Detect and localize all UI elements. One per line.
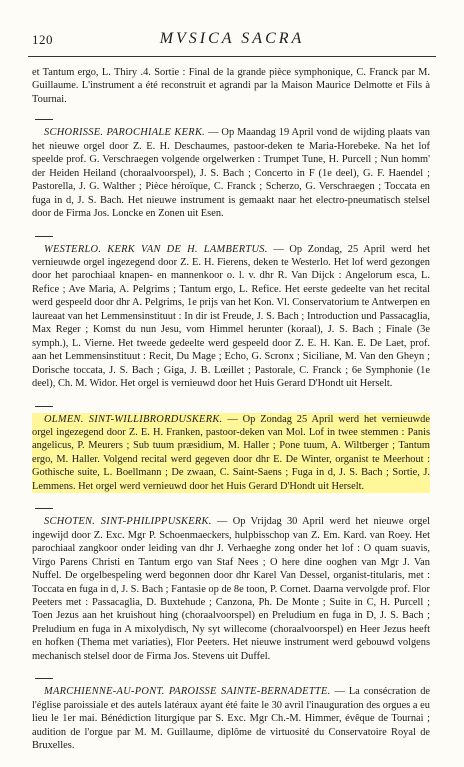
entry-heading: SCHOTEN. SINT-PHILIPPUSKERK.: [44, 516, 212, 528]
section-divider: [35, 678, 53, 679]
entry-paragraph: [32, 515, 430, 663]
entry-olmen: [32, 406, 430, 494]
section-divider: [35, 119, 53, 120]
entry-body: — Op Zondag 25 April werd het vernieuwde orgel ingezegend door Z. E. H. Franken, pastoor-deken van Mol. Lof in twee stemmen : Panis angelicus, P. Meurers ; Sub tuum præsidium, M. Haller ; Pone tuum, A. Wiltberger ; Tantum ergo, M. Haller. Volgend recital werd gegeven door dhr E. De Winter, organist te Meerhout : Gothische suite, L. Boellmann ; De zwaan, C. Saint-Saens ; Fuga in d, J. S. Bach ; Sortie, J. Lemmens. Het orgel werd vernieuwd door het Huis Gerard D'Hondt uit Herselt.: [32, 413, 430, 492]
section-divider: [35, 406, 53, 407]
intro-paragraph: et Tantum ergo, L. Thiry .4. Sortie : Final de la grande pièce symphonique, C. Franck par M. Guillaume. L'instrument a été reconstruit et agrandi par la Maison Maurice Delmotte et Fils à Tournai.: [32, 67, 430, 105]
section-divider: [35, 508, 53, 509]
entry-westerlo: [32, 236, 430, 391]
entry-schorisse: [32, 119, 430, 220]
entry-paragraph: [32, 685, 430, 752]
page-number: 120: [32, 32, 53, 47]
entry-paragraph: [32, 126, 430, 220]
entry-marchienne: [32, 678, 430, 752]
entry-heading: WESTERLO. KERK VAN DE H. LAMBERTUS.: [44, 243, 268, 255]
entry-schoten: [32, 508, 430, 663]
entry-paragraph: [32, 243, 430, 391]
entry-body: — Op Maandag 19 April vond de wijding plaats van het nieuwe orgel door Z. E. H. Deschaumes, pastoor-deken te Maria-Horebeke. Na het lof speelde prof. G. Verschraegen volgende orgelwerken : Trumpet Tune, H. Purcell ; Nun homm' der Heiden Heiland (choraalvoorspel), J. S. Bach ; Concerto in F (1e deel), G. F. Haendel ; Pastorella, J. G. Walther ; Pièce héroïque, C. Franck ; Scherzo, G. Verschraegen ; Toccata en fuga in d, J. S. Bach. Het nieuwe instrument is gemaakt naar het electro-pneumatisch stelsel door de Firma Jos. Loncke en Zonen uit Esen.: [32, 127, 430, 220]
page-header: [28, 28, 436, 57]
highlighted-entry-paragraph: [32, 413, 430, 494]
entry-body: — Op Vrijdag 30 April werd het nieuwe orgel ingewijd door Z. Exc. Mgr P. Schoenmaeckers, hulpbisschop van Z. Em. Kard. van Roey. Het parochiaal zangkoor onder leiding van dhr J. Verhaeghe zong onder het lof : O quam suavis, Virgo Parens Christi en Tantum ergo van Staf Nees ; O here dine ooghen van Mgr J. Van Nuffel. De orgelbespeling werd begonnen door dhr Karel Van Dessel, organist-titularis, met : Toccata en fuga in d, J. S. Bach ; Fantasie op de 8e toon, P. Cornet. Daarna vervolgde prof. Flor Peeters met : Passacaglia, D. Buxtehude ; Canzona, Ph. De Monte ; Suite in C, H. Purcell ; Toen Jezus aan het kruishout hing (choraalvoorspel) en Preludium en fuga in D, J. S. Bach ; Preludium en fuga in A mixolydisch, Ny syt willecome (choraalvoorspel) en Heer Jezus heeft en hofken (Thema met variaties), Flor Peeters. Het nieuwe instrument werd gebouwd volgens mechanisch stelsel door de Firma Jos. Stevens uit Duffel.: [32, 516, 430, 662]
entry-body: — La consécration de l'église paroissiale et des autels latéraux ayant été faite le 30 avril l'inauguration des orgues a eu lieu le 1er mai. Bénédiction liturgique par S. Exc. Mgr Ch.-M. Himmer, évêque de Tournai ; audition de l'orgue par M. M. Guillaume, diplôme de virtuosité du Conservatoire Royal de Bruxelles.: [32, 686, 430, 752]
page-content: [32, 66, 430, 767]
entry-heading: MARCHIENNE-AU-PONT. PAROISSE SAINTE-BERNADETTE.: [44, 686, 331, 698]
section-divider: [35, 236, 53, 237]
running-title: MVSICA SACRA: [159, 30, 305, 47]
entry-heading: OLMEN. SINT-WILLIBRORDUSKERK.: [44, 413, 223, 425]
entry-body: — Op Zondag, 25 April werd het vernieuwde orgel ingezegend door Z. E. H. Fierens, deken te Westerlo. Het lof werd gezongen door het parochiaal knapen- en mannenkoor o. l. v. dhr R. Van Dijck : Angelorum esca, L. Refice ; Ave Maria, A. Pelgrims ; Tantum ergo, L. Refice. Het eerste gedeelte van het recital werd gespeeld door dhr A. Pelgrims, 1e prijs van het Kon. Vl. Conservatorium te Antwerpen en laureaat van het Lemmensinstituut : In dir ist Freude, J. S. Bach ; Introduction und Passacaglia, Max Reger ; Komst du nun Jesu, vom Himmel herunter (koraal), J. S. Bach ; Finale (3e symph.), L. Vierne. Het tweede gedeelte werd gespeeld door Z. E. H. Kan. E. De Laet, prof. aan het Lemmensinstituut : Recit, Du Mage ; Echo, G. Scronx ; Siciliane, M. Van den Gheyn ; Dorische toccata, J. S. Bach ; Giga, J. B. Lœillet ; Pastorale, C. Franck ; 6e Symphonie (1e deel), Ch. M. Widor. Het orgel is vernieuwd door het Huis Gerard D'Hondt uit Herselt.: [32, 243, 430, 390]
entry-heading: SCHORISSE. PAROCHIALE KERK.: [44, 127, 206, 139]
